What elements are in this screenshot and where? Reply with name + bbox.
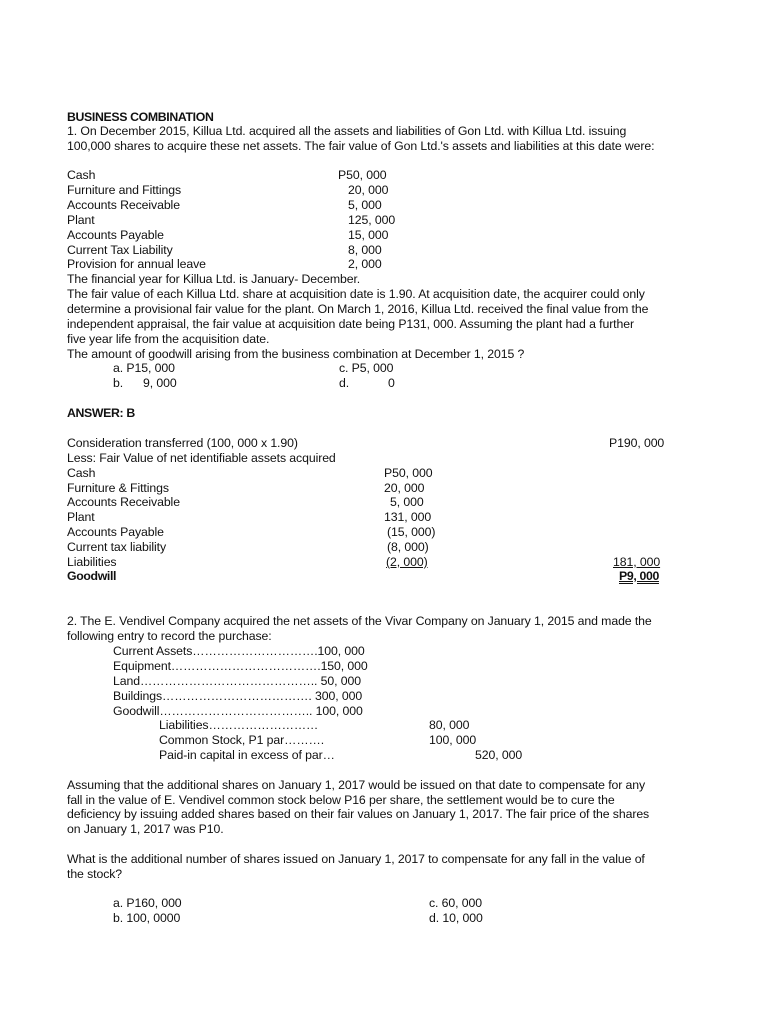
item-label: Accounts Receivable (67, 198, 180, 212)
q2-body-line: Assuming that the additional shares on January 1, 2017 would be issued on that date to compensate for any (67, 778, 646, 792)
choice-d: d. 10, 000 (429, 911, 483, 925)
item-value: P50, 000 (338, 168, 387, 182)
choice-d-letter: d. (339, 376, 350, 390)
less-label: Less: Fair Value of net identifiable assets acquired (67, 451, 336, 465)
entry-credit-label: Common Stock, P1 par………. (159, 733, 325, 747)
solution-row-value: 20, 000 (384, 481, 425, 495)
choice-b-letter: b. (113, 376, 124, 390)
answer-heading: ANSWER: B (67, 406, 135, 420)
item-label: Provision for annual leave (67, 257, 206, 271)
liabilities-label: Liabilities (67, 555, 117, 569)
entry-credit-label: Paid-in capital in excess of par… (159, 748, 335, 762)
item-value: 2, 000 (348, 257, 382, 271)
solution-row-label: Current tax liability (67, 540, 167, 554)
q2-intro-line: 2. The E. Vendivel Company acquired the net assets of the Vivar Company on January 1, 2015 and made the (67, 614, 652, 628)
solution-row-label: Cash (67, 466, 96, 480)
q2-intro-line: following entry to record the purchase: (67, 629, 272, 643)
entry-debit-line: Equipment……………………………….150, 000 (113, 659, 368, 673)
solution-row-label: Plant (67, 510, 95, 524)
item-label: Accounts Payable (67, 228, 164, 242)
consideration-value: P190, 000 (609, 436, 665, 450)
q1-body-line: independent appraisal, the fair value at acquisition date being P131, 000. Assuming the plant had a further (67, 317, 634, 331)
q2-question-line: the stock? (67, 867, 123, 881)
choice-b-value: 9, 000 (143, 376, 177, 390)
solution-row-value: 131, 000 (384, 510, 432, 524)
q2-body-line: on January 1, 2017 was P10. (67, 822, 224, 836)
liabilities-total: 181, 000 (613, 555, 661, 569)
goodwill-label: Goodwill (67, 569, 117, 583)
item-value: 8, 000 (348, 243, 382, 257)
q2-question-line: What is the additional number of shares issued on January 1, 2017 to compensate for any fall in the value of (67, 852, 645, 866)
entry-credit-value: 100, 000 (429, 733, 477, 747)
solution-row-value: 5, 000 (390, 495, 424, 509)
choice-b: b. 100, 0000 (113, 911, 181, 925)
choice-d-value: 0 (388, 376, 395, 390)
item-label: Furniture and Fittings (67, 183, 181, 197)
q2-body-line: fall in the value of E. Vendivel common stock below P16 per share, the settlement would be to cure the (67, 793, 615, 807)
choice-c: c. P5, 000 (339, 361, 394, 375)
entry-debit-line: Buildings………………………………. 300, 000 (113, 689, 363, 703)
item-label: Current Tax Liability (67, 243, 173, 257)
liabilities-value: (2, 000) (386, 555, 428, 569)
q1-intro-line: 100,000 shares to acquire these net assets. The fair value of Gon Ltd.'s assets and liabilities at this date were: (67, 139, 655, 153)
entry-credit-value: 520, 000 (475, 748, 523, 762)
q1-body-line: five year life from the acquisition date. (67, 332, 270, 346)
entry-debit-line: Current Assets………………………….100, 000 (113, 644, 365, 658)
entry-credit-value: 80, 000 (429, 718, 470, 732)
item-value: 20, 000 (348, 183, 389, 197)
choice-a: a. P15, 000 (113, 361, 175, 375)
solution-row-value: P50, 000 (384, 466, 433, 480)
goodwill-value: P9, 000 (619, 569, 659, 583)
solution-row-label: Furniture & Fittings (67, 481, 169, 495)
solution-row-value: (15, 000) (387, 525, 436, 539)
q1-question: The amount of goodwill arising from the business combination at December 1, 2015 ? (67, 347, 525, 361)
choice-a: a. P160, 000 (113, 896, 182, 910)
item-label: Plant (67, 213, 95, 227)
solution-row-value: (8, 000) (387, 540, 429, 554)
q1-body-line: The financial year for Killua Ltd. is January- December. (67, 272, 361, 286)
solution-row-label: Accounts Receivable (67, 495, 180, 509)
item-value: 125, 000 (348, 213, 396, 227)
item-value: 5, 000 (348, 198, 382, 212)
solution-row-label: Accounts Payable (67, 525, 164, 539)
item-label: Cash (67, 168, 96, 182)
q1-body-line: determine a provisional fair value for the plant. On March 1, 2016, Killua Ltd. received the final value from the (67, 302, 649, 316)
entry-debit-line: Goodwill……………………………….. 100, 000 (113, 704, 363, 718)
section-title: BUSINESS COMBINATION (67, 110, 214, 124)
consideration-label: Consideration transferred (100, 000 x 1.90) (67, 436, 298, 450)
q2-body-line: deficiency by issuing added shares based on their fair values on January 1, 2017. The fair price of the shares (67, 807, 650, 821)
entry-credit-label: Liabilities……………………… (159, 718, 319, 732)
entry-debit-line: Land…………………………………….. 50, 000 (113, 674, 361, 688)
q1-body-line: The fair value of each Killua Ltd. share at acquisition date is 1.90. At acquisition date, the acquirer could only (67, 287, 645, 301)
item-value: 15, 000 (348, 228, 389, 242)
choice-c: c. 60, 000 (429, 896, 483, 910)
q1-intro-line: 1. On December 2015, Killua Ltd. acquired all the assets and liabilities of Gon Ltd. with Killua Ltd. issuing (67, 124, 627, 138)
